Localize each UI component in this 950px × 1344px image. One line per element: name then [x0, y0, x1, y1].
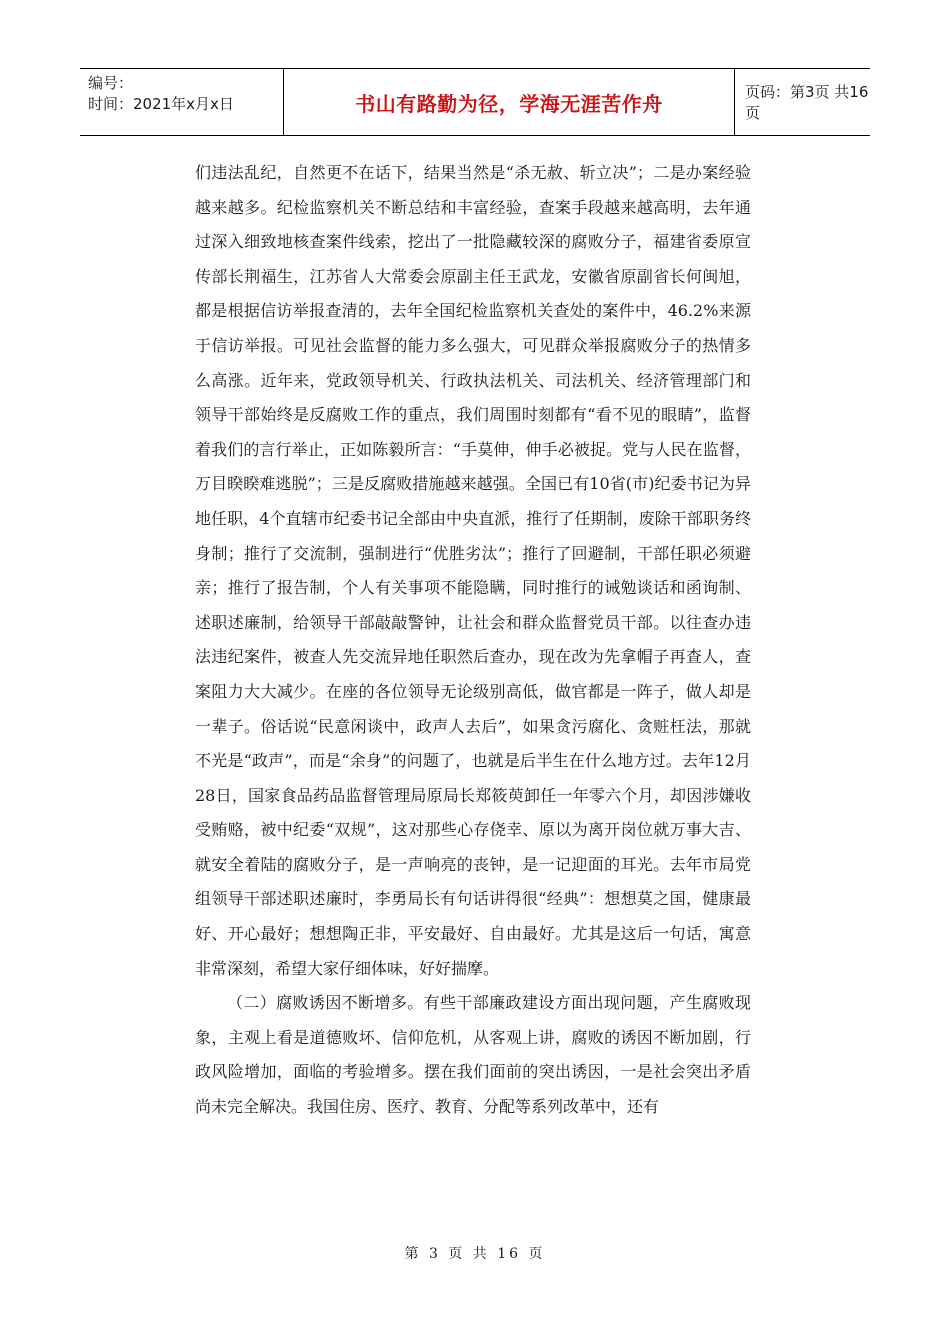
document-date-label: 时间：2021年x月x日 — [88, 95, 234, 113]
page-footer: 第 3 页 共 16 页 — [404, 1246, 546, 1262]
document-body — [195, 156, 751, 1125]
header-motto: 书山有路勤为径，学海无涯苦作舟 — [355, 91, 663, 116]
document-number-label: 编号： — [88, 74, 134, 92]
body-paragraph: （二）腐败诱因不断增多。有些干部廉政建设方面出现问题，产生腐败现象，主观上看是道德败坏、信仰危机，从客观上讲，腐败的诱因不断加剧，行政风险增加，面临的考验增多。摆在我们面前的突出诱因，一是社会突出矛盾尚未完全解决。我国住房、医疗、教育、分配等系列改革中，还有 — [195, 993, 751, 1117]
header-motto-cell — [283, 69, 735, 135]
body-paragraph: 们违法乱纪，自然更不在话下，结果当然是“杀无赦、斩立决”；二是办案经验越来越多。纪检监察机关不断总结和丰富经验，查案手段越来越高明，去年通过深入细致地核查案件线索，挖出了一批隐藏较深的腐败分子，福建省委原宣传部长荆福生，江苏省人大常委会原副主任王武龙，安徽省原副省长何闽旭，都是根据信访举报查清的，去年全国纪检监察机关查处的案件中，46.2%来源于信访举报。可见社会监督的能力多么强大，可见群众举报腐败分子的热情多么高涨。近年来，党政领导机关、行政执法机关、司法机关、经济管理部门和领导干部始终是反腐败工作的重点，我们周围时刻都有“看不见的眼睛”，监督着我们的言行举止，正如陈毅所言：“手莫伸，伸手必被捉。党与人民在监督，万目睽睽难逃脱”；三是反腐败措施越来越强。全国已有10省(市)纪委书记为异地任职，4个直辖市纪委书记全部由中央直派，推行了任期制，废除干部职务终身制；推行了交流制，强制进行“优胜劣汰”；推行了回避制，干部任职必须避亲；推行了报告制，个人有关事项不能隐瞒，同时推行的诫勉谈话和函询制、述职述廉制，给领导干部敲敲警钟，让社会和群众监督党员干部。以往查办违法违纪案件，被查人先交流异地任职然后查办，现在改为先拿帽子再查人，查案阻力大大减少。在座的各位领导无论级别高低，做官都是一阵子，做人却是一辈子。俗话说“民意闲谈中，政声人去后”，如果贪污腐化、贪赃枉法，那就不光是“政声”，而是“余身”的问题了，也就是后半生在什么地方过。去年12月28日，国家食品药品监督管理局原局长郑筱萸卸任一年零六个月，却因涉嫌收受贿赂，被中纪委“双规”，这对那些心存侥幸、原以为离开岗位就万事大吉、就安全着陆的腐败分子，是一声响亮的丧钟，是一记迎面的耳光。去年市局党组领导干部述职述廉时，李勇局长有句话讲得很“经典”：想想莫之国，健康最好、开心最好；想想陶正非，平安最好、自由最好。尤其是这后一句话，寓意非常深刻，希望大家仔细体味，好好揣摩。 — [195, 163, 751, 978]
header-meta — [80, 69, 283, 135]
header-page-cell — [735, 69, 870, 135]
page-header — [80, 68, 870, 136]
header-page-number: 页码：第3页 共16页 — [745, 83, 869, 122]
